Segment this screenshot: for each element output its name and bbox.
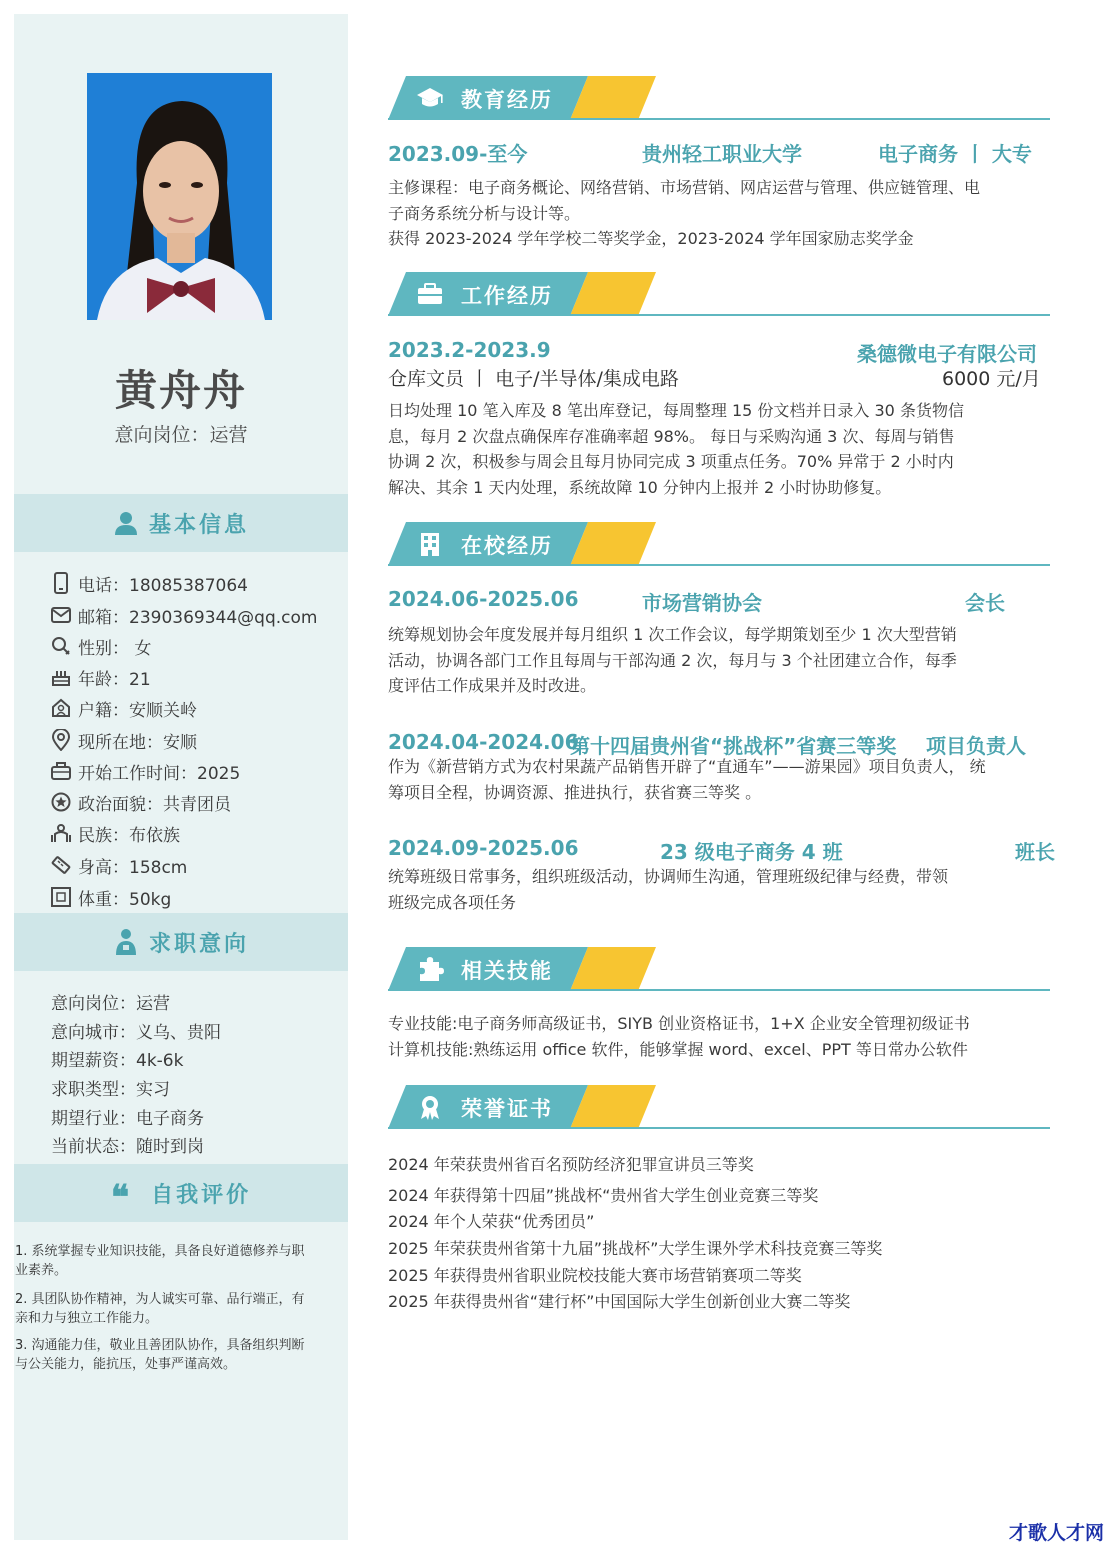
honor-item: 2024 年个人荣获“优秀团员” bbox=[388, 1212, 595, 1231]
phone-icon bbox=[50, 572, 72, 594]
section-rule bbox=[388, 314, 1050, 316]
basic-info-row bbox=[50, 603, 317, 627]
campus-section-header bbox=[388, 522, 1050, 568]
honor-item: 2024 年荣获贵州省百名预防经济犯罪宣讲员三等奖 bbox=[388, 1155, 754, 1174]
basic-info-text: 邮箱：2390369344@qq.com bbox=[78, 607, 318, 628]
text-line: 专业技能:电子商务师高级证书，SIYB 创业资格证书，1+X 企业安全管理初级证书 bbox=[388, 1014, 970, 1033]
basic-info-row bbox=[50, 665, 151, 689]
campus-date: 2024.04-2024.06 bbox=[388, 730, 579, 754]
job-intent-row: 求职类型：实习 bbox=[51, 1080, 170, 1100]
section-rule bbox=[388, 1127, 1050, 1129]
job-intent-header bbox=[14, 913, 348, 971]
text-line: 计算机技能:熟练运用 office 软件，能够掌握 word、excel、PPT 等日常办公软件 bbox=[388, 1039, 968, 1059]
basic-info-row bbox=[50, 853, 187, 877]
basic-info-header bbox=[14, 494, 348, 552]
gender-icon bbox=[50, 635, 72, 657]
job-intent-row: 意向城市：义乌、贵阳 bbox=[51, 1023, 221, 1043]
honor-item: 2025 年荣获贵州省第十九届”挑战杯”大学生课外学术科技竞赛三等奖 bbox=[388, 1239, 883, 1258]
job-intent-row: 当前状态：随时到岗 bbox=[51, 1137, 204, 1157]
education-section-header bbox=[388, 76, 1050, 122]
education-title: 教育经历 bbox=[461, 88, 553, 112]
campus-org: 市场营销协会 bbox=[642, 591, 762, 615]
education-date: 2023.09-至今 bbox=[388, 142, 528, 166]
basic-info-row bbox=[50, 759, 240, 783]
basic-info-row bbox=[50, 728, 197, 752]
self-eval-title: 自我评价 bbox=[151, 1182, 252, 1208]
honor-item: 2025 年获得贵州省“建行杯”中国国际大学生创新创业大赛二等奖 bbox=[388, 1292, 851, 1311]
basic-info-row bbox=[50, 790, 231, 814]
text-line: 活动，协调各部门工作且每周与干部沟通 2 次，每月与 3 个社团建立合作，每季 bbox=[388, 650, 957, 670]
honor-item: 2024 年获得第十四届”挑战杯“贵州省大学生创业竞赛三等奖 bbox=[388, 1186, 819, 1205]
watermark-logo: 才歌人才网 bbox=[1008, 1522, 1104, 1544]
campus-org: 第十四届贵州省“挑战杯”省赛三等奖 bbox=[570, 734, 897, 758]
education-major: 电子商务 丨 大专 bbox=[878, 142, 1032, 166]
profile-photo bbox=[87, 73, 272, 320]
basic-info-text: 民族：布依族 bbox=[78, 825, 180, 846]
honors-section-header bbox=[388, 1085, 1050, 1131]
campus-description bbox=[388, 622, 1056, 699]
self-eval-item: 3. 沟通能力佳，敬业且善团队协作，具备组织判断与公关能力，能抗压，处事严谨高效。 bbox=[15, 1338, 305, 1372]
text-line: 统筹规划协会年度发展并每月组织 1 次工作会议，每学期策划至少 1 次大型营销 bbox=[388, 625, 957, 644]
honor-item: 2025 年获得贵州省职业院校技能大赛市场营销赛项二等奖 bbox=[388, 1266, 802, 1285]
section-rule bbox=[388, 118, 1050, 120]
work-date: 2023.2-2023.9 bbox=[388, 338, 551, 362]
campus-date: 2024.06-2025.06 bbox=[388, 587, 579, 611]
honors-title: 荣誉证书 bbox=[461, 1097, 553, 1121]
basic-info-text: 电话：18085387064 bbox=[78, 575, 248, 596]
job-intent-row: 意向岗位：运营 bbox=[51, 994, 170, 1014]
home-icon bbox=[50, 697, 72, 719]
text-line: 主修课程：电子商务概论、网络营销、市场营销、网店运营与管理、供应链管理、电 bbox=[388, 178, 981, 197]
skills-title: 相关技能 bbox=[461, 959, 553, 983]
cake-icon bbox=[50, 666, 72, 688]
text-line: 子商务系统分析与设计等。 bbox=[388, 203, 581, 223]
job-intent-row: 期望薪资：4k-6k bbox=[51, 1051, 184, 1071]
location-icon bbox=[50, 729, 72, 751]
self-eval-header bbox=[14, 1164, 348, 1222]
basic-info-text: 户籍：安顺关岭 bbox=[78, 700, 197, 721]
basic-info-text: 身高：158cm bbox=[78, 857, 188, 878]
graduation-cap-icon bbox=[416, 85, 444, 111]
text-line: 班级完成各项任务 bbox=[388, 892, 517, 912]
self-eval-item: 1. 系统掌握专业知识技能，具备良好道德修养与职业素养。 bbox=[15, 1244, 305, 1278]
text-line: 度评估工作成果并及时改进。 bbox=[388, 676, 597, 695]
basic-info-text: 开始工作时间：2025 bbox=[78, 763, 241, 784]
education-school: 贵州轻工职业大学 bbox=[642, 142, 802, 166]
basic-info-title: 基本信息 bbox=[148, 512, 249, 538]
campus-date: 2024.09-2025.06 bbox=[388, 836, 579, 860]
campus-description bbox=[388, 864, 1056, 915]
briefcase-icon bbox=[416, 281, 444, 307]
job-intent-title: 求职意向 bbox=[148, 931, 249, 957]
basic-info-text: 政治面貌：共青团员 bbox=[78, 794, 231, 815]
job-intent-row: 期望行业：电子商务 bbox=[51, 1109, 204, 1129]
work-description bbox=[388, 398, 1056, 500]
user-icon bbox=[113, 510, 139, 536]
work-section-header bbox=[388, 272, 1050, 318]
mail-icon bbox=[50, 604, 72, 626]
medal-icon bbox=[416, 1094, 444, 1120]
candidate-name: 黄舟舟 bbox=[114, 366, 247, 415]
section-rule bbox=[388, 564, 1050, 566]
basic-info-row bbox=[50, 885, 171, 909]
campus-title: 在校经历 bbox=[461, 534, 553, 558]
text-line: 统筹班级日常事务，组织班级活动，协调师生沟通，管理班级纪律与经费，带领 bbox=[388, 867, 949, 886]
intended-position: 意向岗位：运营 bbox=[114, 424, 248, 446]
puzzle-icon bbox=[416, 956, 444, 982]
scale-icon bbox=[50, 886, 72, 908]
text-line: 息，每月 2 次盘点确保库存准确率超 98%。 每日与采购沟通 3 次、每周与销售 bbox=[388, 426, 955, 446]
quote-icon: ❝ bbox=[110, 1178, 130, 1218]
basic-info-row bbox=[50, 821, 180, 845]
text-line: 协调 2 次，积极参与周会且每月协同完成 3 项重点任务。70% 异常于 2 小时内 bbox=[388, 452, 954, 471]
briefcase-icon bbox=[50, 760, 72, 782]
work-company: 桑德微电子有限公司 bbox=[857, 342, 1037, 366]
text-line: 解决、其余 1 天内处理，系统故障 10 分钟内上报并 2 小时协助修复。 bbox=[388, 477, 892, 497]
campus-role: 会长 bbox=[965, 591, 1005, 615]
work-title: 工作经历 bbox=[461, 284, 553, 308]
building-icon bbox=[416, 531, 444, 557]
basic-info-row bbox=[50, 696, 197, 720]
work-salary: 6000 元/月 bbox=[942, 368, 1041, 390]
star-badge-icon bbox=[50, 791, 72, 813]
basic-info-text: 现所在地：安顺 bbox=[78, 732, 197, 753]
work-role: 仓库文员 丨 电子/半导体/集成电路 bbox=[388, 368, 679, 390]
basic-info-text: 体重：50kg bbox=[78, 889, 172, 910]
job-seeker-icon bbox=[113, 928, 139, 956]
basic-info-text: 年龄：21 bbox=[78, 669, 151, 690]
text-line: 获得 2023-2024 学年学校二等奖学金，2023-2024 学年国家励志奖学金 bbox=[388, 229, 914, 248]
basic-info-text: 性别： 女 bbox=[78, 638, 152, 659]
self-eval-item: 2. 具团队协作精神，为人诚实可靠、品行端正，有亲和力与独立工作能力。 bbox=[15, 1292, 305, 1326]
ruler-icon bbox=[50, 854, 72, 876]
text-line: 筹项目全程，协调资源、推进执行，获省赛三等奖 。 bbox=[388, 782, 762, 802]
campus-role: 班长 bbox=[1015, 840, 1055, 864]
skills-section-header bbox=[388, 947, 1050, 993]
campus-role: 项目负责人 bbox=[926, 734, 1026, 758]
section-rule bbox=[388, 989, 1050, 991]
person-icon bbox=[50, 822, 72, 844]
campus-org: 23 级电子商务 4 班 bbox=[660, 840, 843, 864]
skills-description bbox=[388, 1011, 1056, 1062]
text-line: 作为《新营销方式为农村果蔬产品销售开辟了“直通车”——游果园》项目负责人， 统 bbox=[388, 757, 986, 776]
basic-info-row bbox=[50, 634, 151, 658]
basic-info-row bbox=[50, 571, 248, 595]
text-line: 日均处理 10 笔入库及 8 笔出库登记，每周整理 15 份文档并日录入 30 条货物信 bbox=[388, 401, 964, 420]
education-description bbox=[388, 175, 1056, 252]
campus-description bbox=[388, 754, 1056, 805]
